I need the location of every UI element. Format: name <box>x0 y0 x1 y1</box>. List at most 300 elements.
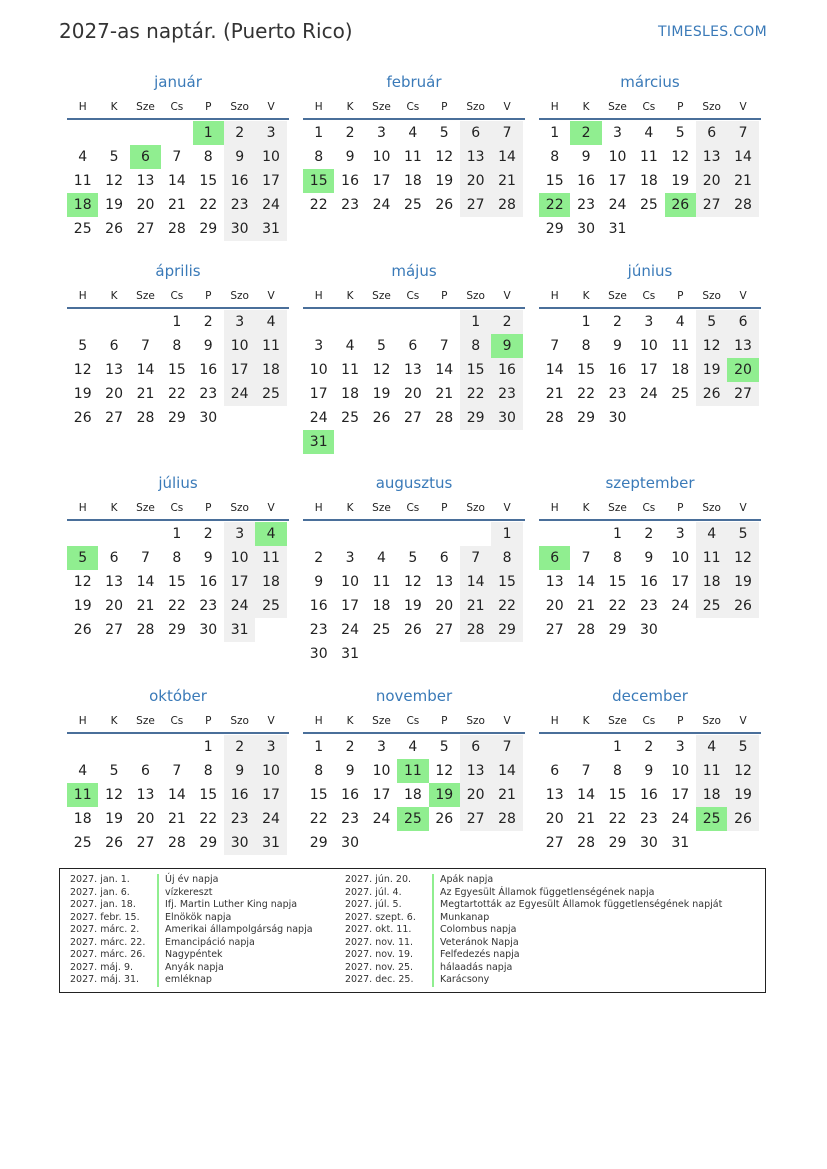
day-cell: 8 <box>613 550 622 566</box>
weekday-label: V <box>739 502 747 514</box>
day-grid <box>67 735 289 855</box>
weekday-label: Sze <box>136 502 155 514</box>
month-block <box>539 261 761 430</box>
day-cell: 19 <box>372 386 391 402</box>
day-cell: 20 <box>136 811 155 827</box>
empty-cell <box>67 121 98 145</box>
weekday-label: P <box>205 715 212 727</box>
legend-marker <box>432 937 434 950</box>
day-cell: 14 <box>167 173 186 189</box>
legend-date: 2027. jún. 20. <box>345 874 412 885</box>
day-cell: 30 <box>199 410 218 426</box>
day-cell: 13 <box>545 574 564 590</box>
legend-column-right <box>335 874 722 987</box>
day-cell: 2 <box>345 739 355 755</box>
weekday-label: P <box>441 101 448 113</box>
day-cell: 2 <box>224 735 255 759</box>
legend-holiday-name: Felfedezés napja <box>440 949 520 960</box>
day-cell: 23 <box>309 622 328 638</box>
day-cell: 7 <box>460 546 491 570</box>
day-cell: 7 <box>491 735 522 759</box>
day-cell: 9 <box>644 763 654 779</box>
day-cell: 20 <box>105 598 123 614</box>
weekday-label: Cs <box>406 502 420 514</box>
day-cell: 17 <box>372 173 391 189</box>
day-cell: 16 <box>639 787 658 803</box>
holiday-day: 18 <box>67 193 98 217</box>
day-cell: 18 <box>696 783 727 807</box>
legend-row <box>335 899 722 912</box>
day-cell: 30 <box>224 831 255 855</box>
day-cell: 29 <box>491 618 522 642</box>
day-cell: 22 <box>577 386 595 402</box>
day-cell: 5 <box>109 763 119 779</box>
day-cell: 30 <box>309 646 328 662</box>
day-cell: 24 <box>255 807 286 831</box>
day-cell: 22 <box>608 811 627 827</box>
day-cell: 21 <box>460 594 491 618</box>
day-cell: 16 <box>577 173 595 189</box>
day-cell: 12 <box>727 546 758 570</box>
holiday-day: 25 <box>696 807 727 831</box>
weekday-label: Szo <box>230 715 249 727</box>
day-cell: 15 <box>167 362 186 378</box>
day-cell: 19 <box>435 173 454 189</box>
day-cell: 28 <box>167 221 186 237</box>
day-cell: 4 <box>78 763 88 779</box>
day-cell: 21 <box>577 598 595 614</box>
day-cell: 4 <box>78 149 88 165</box>
day-cell: 30 <box>608 410 627 426</box>
weekday-label: Sze <box>608 715 627 727</box>
legend-row <box>335 912 722 925</box>
legend-holiday-name: Elnökök napja <box>165 911 232 923</box>
day-cell: 23 <box>608 386 627 402</box>
day-cell: 28 <box>460 618 491 642</box>
legend-holiday-name: hálaadás napja <box>440 961 513 973</box>
day-cell: 8 <box>314 763 324 779</box>
day-cell: 27 <box>727 382 758 406</box>
weekday-label: Szo <box>702 101 721 113</box>
day-cell: 18 <box>73 811 92 827</box>
weekday-label: Sze <box>372 715 391 727</box>
holiday-day: 5 <box>67 546 98 570</box>
legend-marker <box>157 937 159 950</box>
day-cell: 13 <box>727 334 758 358</box>
day-cell: 12 <box>696 334 727 358</box>
legend-date: 2027. máj. 9. <box>70 961 134 973</box>
day-cell: 27 <box>105 410 123 426</box>
empty-cell <box>67 310 98 334</box>
weekday-label: P <box>441 715 448 727</box>
weekday-label: P <box>677 502 684 514</box>
day-cell: 28 <box>727 193 758 217</box>
day-cell: 23 <box>199 386 218 402</box>
legend-row <box>335 962 722 975</box>
legend-date: 2027. okt. 11. <box>345 924 412 935</box>
day-cell: 27 <box>460 193 491 217</box>
day-cell: 22 <box>309 811 328 827</box>
day-cell: 29 <box>309 835 328 851</box>
month-name: április <box>155 262 201 280</box>
day-cell: 8 <box>172 338 182 354</box>
day-cell: 24 <box>224 382 255 406</box>
weekday-label: Cs <box>642 101 656 113</box>
month-block <box>67 261 289 430</box>
day-cell: 22 <box>199 197 218 213</box>
day-cell: 5 <box>78 338 88 354</box>
day-cell: 29 <box>199 835 218 851</box>
legend-row <box>335 924 722 937</box>
day-cell: 9 <box>203 338 213 354</box>
weekday-label: Cs <box>406 715 420 727</box>
day-cell: 11 <box>255 334 286 358</box>
month-name: november <box>375 687 453 705</box>
day-cell: 6 <box>408 338 418 354</box>
day-cell: 30 <box>341 835 359 851</box>
day-cell: 11 <box>639 149 658 165</box>
day-cell: 14 <box>491 759 522 783</box>
day-cell: 31 <box>341 646 359 662</box>
day-cell: 30 <box>577 221 595 237</box>
day-cell: 28 <box>136 410 155 426</box>
day-cell: 13 <box>105 362 123 378</box>
weekday-label: P <box>205 290 212 302</box>
day-cell: 6 <box>460 735 491 759</box>
holiday-day: 25 <box>397 807 428 831</box>
weekday-label: Sze <box>136 290 155 302</box>
day-cell: 10 <box>639 338 658 354</box>
holiday-day: 20 <box>727 358 758 382</box>
day-cell: 6 <box>460 121 491 145</box>
empty-cell <box>130 522 161 546</box>
weekday-label: P <box>205 101 212 113</box>
month-block <box>539 686 761 855</box>
weekday-label: V <box>739 715 747 727</box>
weekday-label: Cs <box>170 101 184 113</box>
legend-date: 2027. jan. 1. <box>70 874 130 885</box>
day-cell: 31 <box>255 217 286 241</box>
day-cell: 2 <box>224 121 255 145</box>
day-cell: 17 <box>309 386 328 402</box>
day-cell: 19 <box>403 598 422 614</box>
legend-holiday-name: Veteránok Napja <box>440 936 519 948</box>
day-cell: 11 <box>255 546 286 570</box>
weekday-label: Cs <box>170 502 184 514</box>
day-cell: 16 <box>199 574 218 590</box>
day-cell: 3 <box>224 310 255 334</box>
day-cell: 27 <box>105 622 123 638</box>
day-cell: 17 <box>639 362 658 378</box>
legend-row <box>60 899 313 912</box>
day-cell: 11 <box>403 149 422 165</box>
day-cell: 29 <box>167 410 186 426</box>
day-cell: 13 <box>460 145 491 169</box>
legend-row <box>60 912 313 925</box>
day-cell: 17 <box>341 598 359 614</box>
day-cell: 24 <box>671 811 690 827</box>
day-cell: 27 <box>136 835 155 851</box>
empty-cell <box>98 310 129 334</box>
month-name: október <box>149 687 207 705</box>
month-block <box>303 686 525 855</box>
day-cell: 28 <box>577 622 595 638</box>
day-cell: 3 <box>644 314 654 330</box>
month-block <box>539 72 761 241</box>
weekday-label: V <box>267 290 275 302</box>
day-cell: 17 <box>608 173 627 189</box>
day-cell: 12 <box>73 362 92 378</box>
weekday-header <box>303 710 525 734</box>
day-cell: 5 <box>727 735 758 759</box>
day-cell: 11 <box>696 546 727 570</box>
day-cell: 4 <box>696 735 727 759</box>
weekday-label: Cs <box>406 101 420 113</box>
day-cell: 15 <box>608 574 627 590</box>
holiday-day: 11 <box>67 783 98 807</box>
day-cell: 21 <box>577 811 595 827</box>
day-cell: 6 <box>550 763 560 779</box>
day-cell: 12 <box>727 759 758 783</box>
legend-holiday-name: Karácsony <box>440 974 490 985</box>
day-cell: 4 <box>408 739 418 755</box>
day-cell: 10 <box>372 149 391 165</box>
day-cell: 26 <box>105 221 123 237</box>
legend-holiday-name: Az Egyesült Államok függetlenségének napja <box>440 886 655 898</box>
day-cell: 24 <box>341 622 359 638</box>
day-cell: 17 <box>372 787 391 803</box>
legend-row <box>60 937 313 950</box>
day-cell: 18 <box>255 358 286 382</box>
day-cell: 25 <box>639 197 658 213</box>
day-cell: 23 <box>577 197 595 213</box>
day-cell: 26 <box>73 622 92 638</box>
weekday-header <box>539 96 761 120</box>
day-cell: 26 <box>403 622 422 638</box>
weekday-header <box>539 285 761 309</box>
legend-row <box>335 887 722 900</box>
weekday-label: V <box>739 290 747 302</box>
day-cell: 11 <box>372 574 391 590</box>
weekday-label: Sze <box>372 101 391 113</box>
legend-holiday-name: Új év napja <box>165 874 219 885</box>
day-cell: 18 <box>696 570 727 594</box>
day-cell: 21 <box>491 169 522 193</box>
day-cell: 28 <box>491 807 522 831</box>
legend-holiday-name: Anyák napja <box>165 961 224 973</box>
weekday-header <box>67 710 289 734</box>
empty-cell <box>303 522 334 546</box>
month-name: szeptember <box>605 474 695 492</box>
legend-row <box>60 974 313 987</box>
day-cell: 21 <box>491 783 522 807</box>
weekday-label: P <box>205 502 212 514</box>
day-cell: 12 <box>105 787 123 803</box>
weekday-label: P <box>441 502 448 514</box>
empty-cell <box>98 735 129 759</box>
day-grid <box>539 735 761 855</box>
day-cell: 20 <box>136 197 155 213</box>
weekday-label: Cs <box>406 290 420 302</box>
day-cell: 1 <box>613 739 622 755</box>
day-cell: 13 <box>545 787 564 803</box>
empty-cell <box>570 522 601 546</box>
weekday-label: Cs <box>642 290 656 302</box>
day-cell: 9 <box>345 149 355 165</box>
month-block <box>539 473 761 642</box>
day-cell: 25 <box>696 594 727 618</box>
brand-link[interactable]: TIMESLES.COM <box>658 24 767 40</box>
day-cell: 10 <box>224 546 255 570</box>
weekday-label: H <box>78 101 87 113</box>
day-cell: 4 <box>696 522 727 546</box>
day-cell: 6 <box>141 763 150 779</box>
day-cell: 4 <box>644 125 654 141</box>
day-cell: 9 <box>644 550 654 566</box>
day-cell: 20 <box>105 386 123 402</box>
weekday-label: K <box>582 502 590 514</box>
day-cell: 16 <box>224 169 255 193</box>
day-cell: 8 <box>203 149 213 165</box>
weekday-label: V <box>503 502 511 514</box>
day-cell: 25 <box>671 386 690 402</box>
day-cell: 25 <box>73 835 92 851</box>
day-cell: 2 <box>314 550 324 566</box>
day-cell: 14 <box>545 362 564 378</box>
day-cell: 2 <box>613 314 622 330</box>
day-cell: 19 <box>73 386 92 402</box>
legend-holiday-name: vízkereszt <box>165 886 213 898</box>
day-cell: 24 <box>372 197 391 213</box>
day-cell: 19 <box>696 358 727 382</box>
day-cell: 30 <box>491 406 522 430</box>
legend-date: 2027. máj. 31. <box>70 974 140 985</box>
weekday-label: H <box>314 101 323 113</box>
legend-date: 2027. nov. 25. <box>345 961 414 973</box>
holiday-day: 2 <box>570 121 601 145</box>
day-cell: 16 <box>309 598 328 614</box>
empty-cell <box>429 310 460 334</box>
day-cell: 10 <box>671 550 690 566</box>
day-cell: 3 <box>613 125 622 141</box>
day-cell: 9 <box>581 149 591 165</box>
day-cell: 24 <box>372 811 391 827</box>
weekday-label: Szo <box>230 101 249 113</box>
day-cell: 12 <box>435 149 454 165</box>
day-cell: 18 <box>255 570 286 594</box>
month-block <box>303 261 525 454</box>
day-grid <box>303 121 525 217</box>
holiday-day: 15 <box>303 169 334 193</box>
day-cell: 10 <box>372 763 391 779</box>
weekday-label: H <box>78 715 87 727</box>
weekday-label: H <box>550 715 559 727</box>
day-cell: 16 <box>224 783 255 807</box>
weekday-label: H <box>314 715 323 727</box>
day-cell: 24 <box>224 594 255 618</box>
day-cell: 11 <box>696 759 727 783</box>
empty-cell <box>303 310 334 334</box>
month-name: január <box>154 73 202 91</box>
day-cell: 20 <box>460 169 491 193</box>
day-cell: 28 <box>136 622 155 638</box>
holiday-day: 26 <box>665 193 696 217</box>
day-cell: 10 <box>671 763 690 779</box>
legend-holiday-name: emléknap <box>165 974 212 985</box>
day-cell: 26 <box>105 835 123 851</box>
day-cell: 12 <box>403 574 422 590</box>
day-cell: 10 <box>255 759 286 783</box>
legend-row <box>335 974 722 987</box>
legend-date: 2027. márc. 22. <box>70 936 146 948</box>
weekday-label: Sze <box>136 101 155 113</box>
day-cell: 20 <box>460 783 491 807</box>
legend-row <box>60 949 313 962</box>
day-cell: 21 <box>545 386 564 402</box>
weekday-header <box>539 710 761 734</box>
legend-marker <box>432 874 434 887</box>
day-cell: 17 <box>671 574 690 590</box>
day-cell: 26 <box>372 410 391 426</box>
legend-marker <box>432 912 434 925</box>
day-cell: 21 <box>167 811 186 827</box>
day-cell: 20 <box>435 598 454 614</box>
legend-date: 2027. jan. 6. <box>70 886 130 898</box>
legend-marker <box>157 912 159 925</box>
day-cell: 26 <box>727 594 758 618</box>
day-cell: 5 <box>377 338 386 354</box>
day-cell: 13 <box>136 787 155 803</box>
day-cell: 11 <box>341 362 359 378</box>
legend-marker <box>432 887 434 900</box>
day-cell: 26 <box>696 382 727 406</box>
day-cell: 7 <box>172 149 182 165</box>
page-title: 2027-as naptár. (Puerto Rico) <box>59 19 353 43</box>
day-cell: 15 <box>309 787 328 803</box>
weekday-label: V <box>503 101 511 113</box>
holiday-day: 22 <box>539 193 570 217</box>
month-name: december <box>612 687 688 705</box>
day-cell: 13 <box>403 362 422 378</box>
day-cell: 31 <box>671 835 690 851</box>
day-cell: 2 <box>644 526 654 542</box>
day-cell: 4 <box>377 550 386 566</box>
day-cell: 26 <box>435 811 454 827</box>
month-name: március <box>620 73 680 91</box>
month-block <box>303 473 525 666</box>
day-cell: 19 <box>671 173 690 189</box>
day-cell: 12 <box>435 763 454 779</box>
weekday-label: Sze <box>136 715 155 727</box>
weekday-header <box>67 96 289 120</box>
day-cell: 31 <box>255 831 286 855</box>
legend-row <box>335 949 722 962</box>
weekday-label: Sze <box>608 290 627 302</box>
weekday-label: K <box>110 101 118 113</box>
weekday-label: Szo <box>466 715 485 727</box>
day-cell: 24 <box>255 193 286 217</box>
day-cell: 7 <box>550 338 560 354</box>
legend-holiday-name: Apák napja <box>440 874 494 885</box>
day-cell: 6 <box>696 121 727 145</box>
day-cell: 9 <box>224 759 255 783</box>
day-cell: 3 <box>314 338 324 354</box>
legend-marker <box>157 949 159 962</box>
day-cell: 4 <box>255 310 286 334</box>
day-cell: 7 <box>141 550 150 566</box>
empty-cell <box>130 310 161 334</box>
day-cell: 1 <box>172 314 182 330</box>
